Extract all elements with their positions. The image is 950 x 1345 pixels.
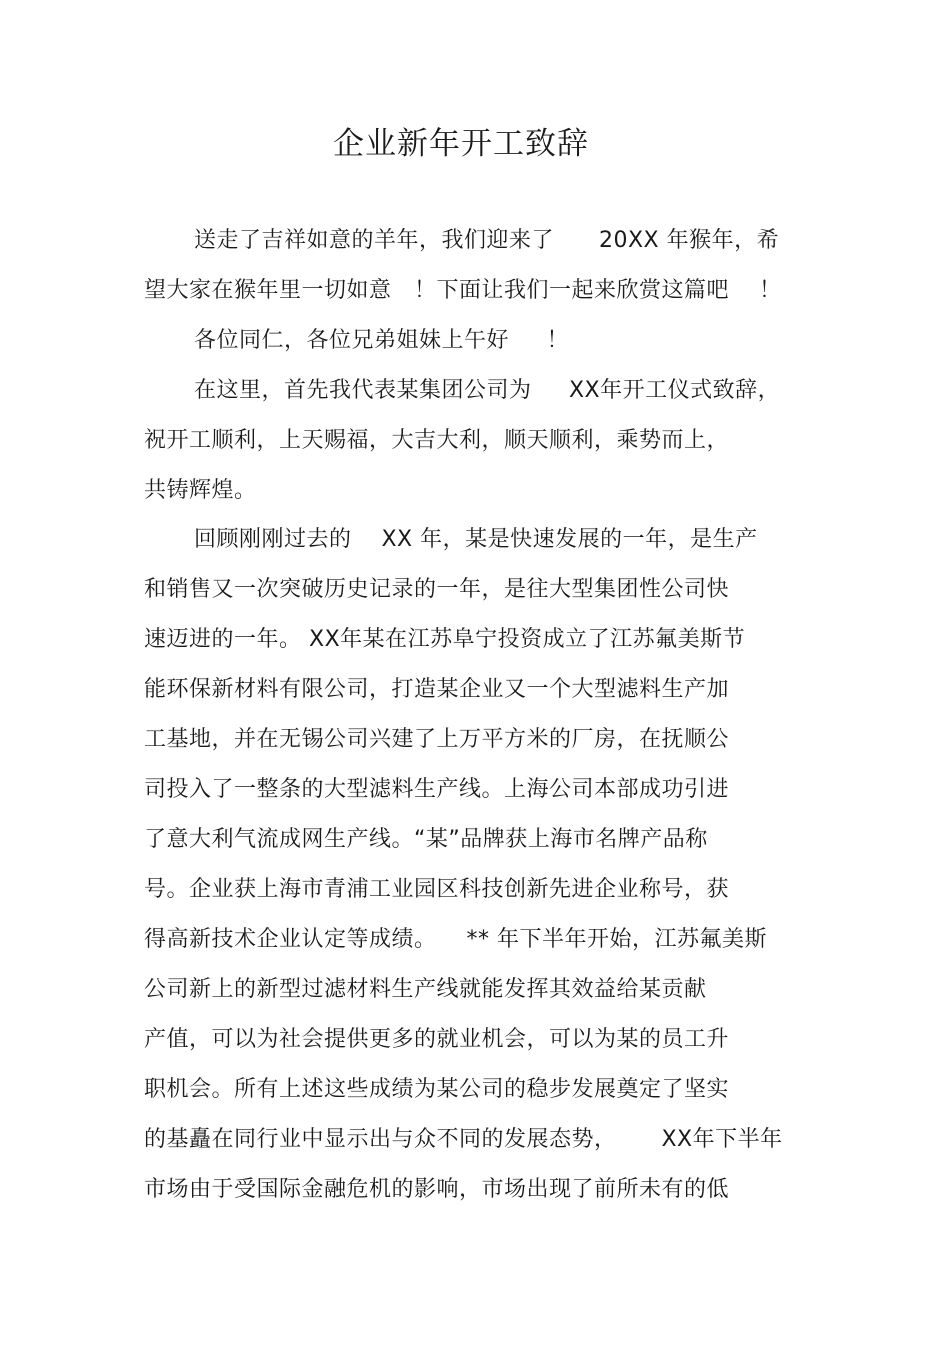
paragraph-line: 和销售又一次突破历史记录的一年，是往大型集团性公司快 bbox=[144, 577, 730, 602]
paragraph-line: 职机会。所有上述这些成绩为某公司的稳步发展奠定了坚实 bbox=[144, 1077, 730, 1102]
paragraph-line: 市场由于受国际金融危机的影响，市场出现了前所未有的低 bbox=[144, 1177, 730, 1202]
paragraph-line: 产值，可以为社会提供更多的就业机会，可以为某的员工升 bbox=[144, 1027, 730, 1052]
paragraph-line: 司投入了一整条的大型滤料生产线。上海公司本部成功引进 bbox=[144, 777, 730, 802]
paragraph-line: 各位同仁，各位兄弟姐妹上午好 ！ bbox=[194, 328, 569, 353]
document-title: 企业新年开工致辞 bbox=[333, 126, 589, 162]
paragraph-line: 得高新技术企业认定等成绩。 ** 年下半年开始，江苏氟美斯 bbox=[144, 927, 767, 952]
paragraph-line: 了意大利气流成网生产线。“某”品牌获上海市名牌产品称 bbox=[144, 827, 708, 852]
paragraph-line: 工基地，并在无锡公司兴建了上万平方米的厂房，在抚顺公 bbox=[144, 727, 730, 752]
paragraph-line: 速迈进的一年。 XX年某在江苏阜宁投资成立了江苏氟美斯节 bbox=[144, 627, 746, 652]
paragraph-line: 公司新上的新型过滤材料生产线就能发挥其效益给某贡献 bbox=[144, 977, 707, 1002]
paragraph-line: 送走了吉祥如意的羊年，我们迎来了 20XX 年猴年，希 bbox=[194, 228, 780, 253]
paragraph-line: 能环保新材料有限公司，打造某企业又一个大型滤料生产加 bbox=[144, 677, 730, 702]
paragraph-line: 的基矗在同行业中显示出与众不同的发展态势， XX年下半年 bbox=[144, 1127, 783, 1152]
paragraph-line: 回顾刚刚过去的 XX 年，某是快速发展的一年，是生产 bbox=[194, 527, 758, 552]
paragraph-line: 号。企业获上海市青浦工业园区科技创新先进企业称号，获 bbox=[144, 877, 730, 902]
paragraph-line: 在这里，首先我代表某集团公司为 XX年开工仪式致辞， bbox=[194, 378, 781, 403]
paragraph-line: 祝开工顺利，上天赐福，大吉大利，顺天顺利，乘势而上， bbox=[144, 428, 730, 453]
paragraph-line: 望大家在猴年里一切如意 ！下面让我们一起来欣赏这篇吧 ！ bbox=[144, 278, 782, 303]
paragraph-line: 共铸辉煌。 bbox=[144, 478, 257, 503]
